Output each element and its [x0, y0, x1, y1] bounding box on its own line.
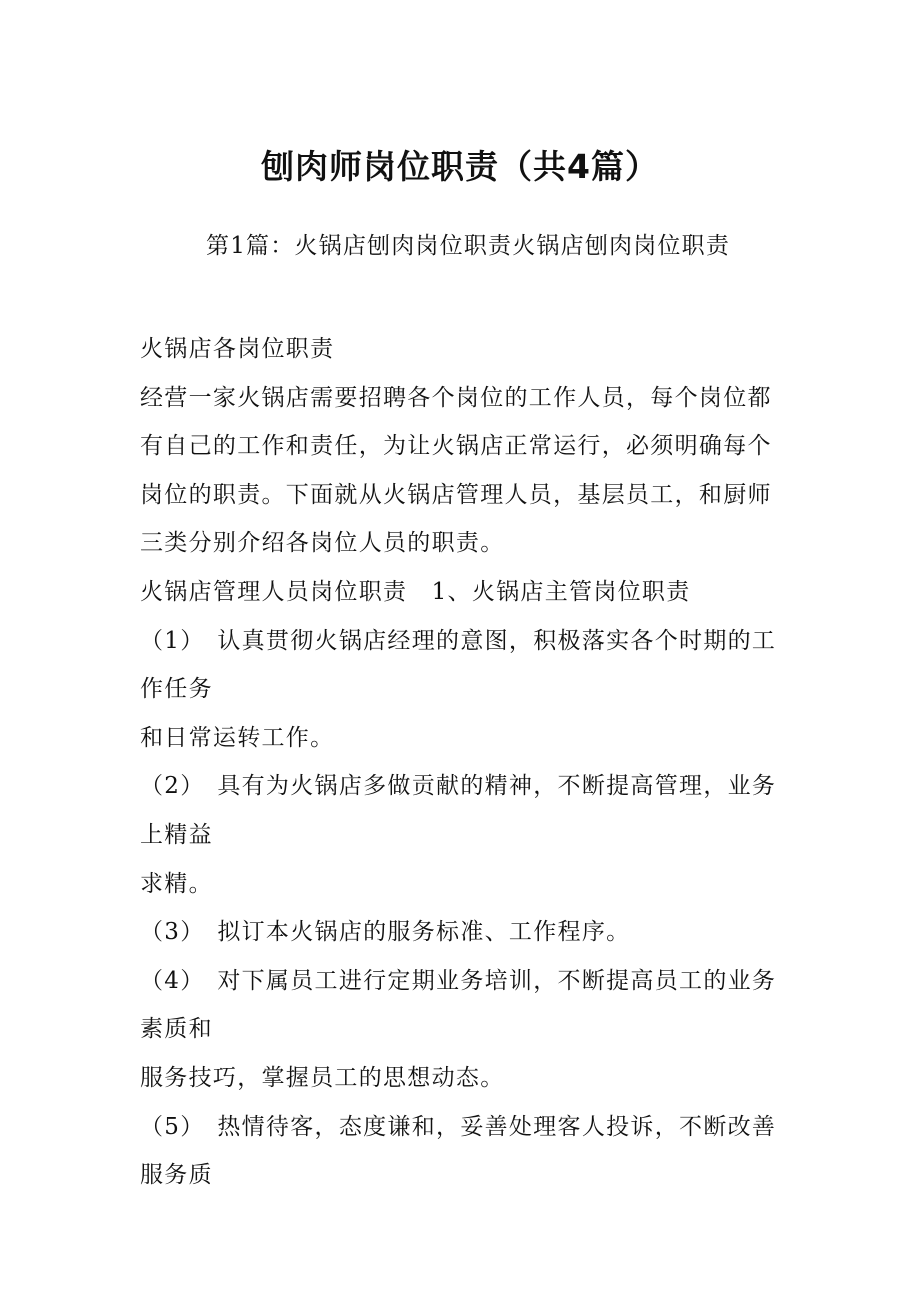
body-line: 上精益	[140, 821, 213, 848]
body-line: 作任务	[140, 676, 213, 703]
body-line: （2） 具有为火锅店多做贡献的精神，不断提高管理，业务	[140, 773, 777, 800]
body-line: （4） 对下属员工进行定期业务培训，不断提高员工的业务	[140, 967, 777, 994]
document-subtitle: 第1篇：火锅店刨肉岗位职责火锅店刨肉岗位职责	[206, 233, 731, 259]
body-line: 有自己的工作和责任，为让火锅店正常运行，必须明确每个	[140, 433, 772, 460]
body-line: 火锅店管理人员岗位职责 1、火锅店主管岗位职责	[140, 578, 691, 605]
body-line: 服务技巧，掌握员工的思想动态。	[140, 1064, 505, 1091]
document-title: 刨肉师岗位职责（共4篇）	[261, 147, 659, 186]
body-line: 三类分别介绍各岗位人员的职责。	[140, 530, 505, 557]
body-line: 服务质	[140, 1162, 213, 1189]
body-line: 岗位的职责。下面就从火锅店管理人员，基层员工，和厨师	[140, 481, 772, 508]
body-line: （3） 拟订本火锅店的服务标准、工作程序。	[140, 919, 631, 946]
body-line: （5） 热情待客，态度谦和，妥善处理客人投诉，不断改善	[140, 1113, 777, 1140]
body-line: 和日常运转工作。	[140, 724, 335, 751]
body-line: 火锅店各岗位职责	[140, 336, 335, 362]
body-line: 经营一家火锅店需要招聘各个岗位的工作人员，每个岗位都	[140, 384, 772, 411]
body-line: 求精。	[140, 870, 213, 897]
body-line: （1） 认真贯彻火锅店经理的意图，积极落实各个时期的工	[140, 627, 777, 654]
document-body	[140, 325, 800, 1200]
body-line: 素质和	[140, 1016, 213, 1043]
